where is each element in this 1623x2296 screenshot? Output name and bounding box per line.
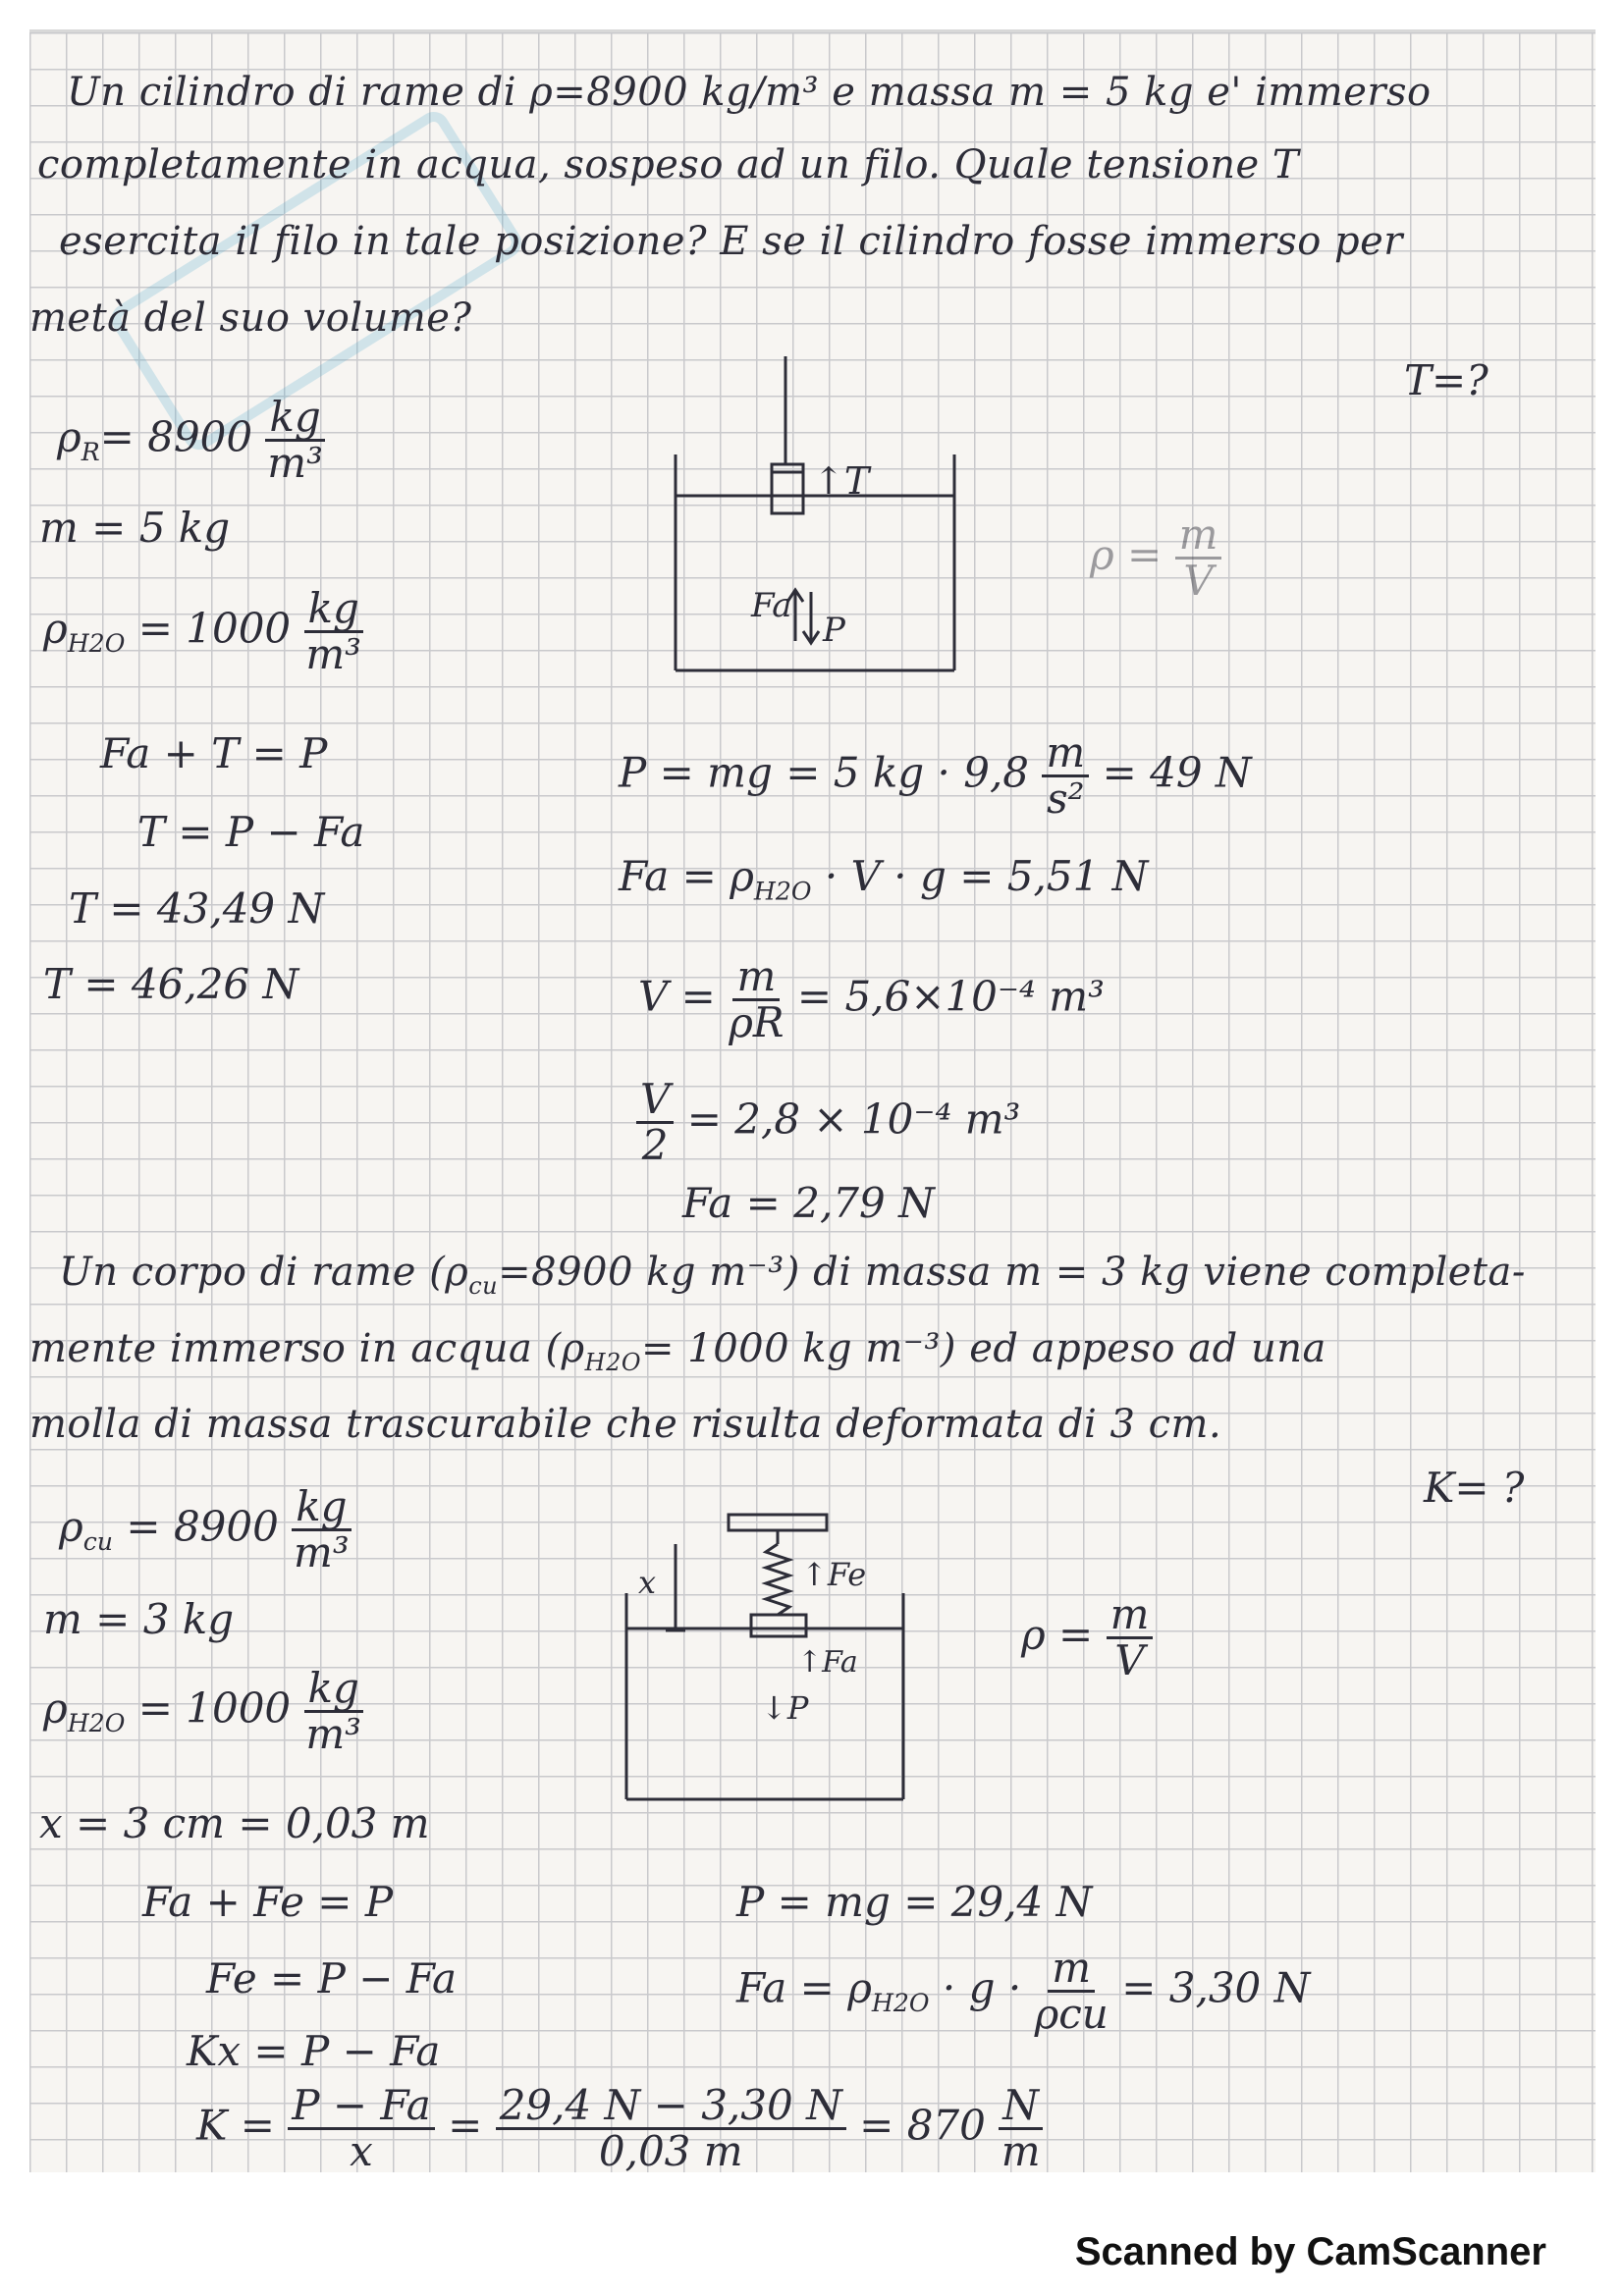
fe-label: ↑Fe: [801, 1556, 867, 1593]
problem1-unknown: T=?: [1404, 356, 1488, 404]
problem2-unknown: K= ?: [1424, 1464, 1525, 1512]
p1-density-formula: ρ = $\frac{m}{V}$: [1090, 513, 1221, 603]
p1-rho-r: $\rho_R= 8900$ $\frac{kg}{\text{m³}}$: [57, 393, 323, 488]
p2-mass: m = 3 kg: [43, 1595, 235, 1643]
p1-eq-1: Fa + T = P: [100, 729, 328, 777]
problem1-line-1: Un cilindro di rame di ρ=8900 kg/m³ e massa m = 5 kg e' immerso: [67, 70, 1432, 115]
beaker-diagram-1: [668, 356, 982, 690]
p2-weight: P = mg = 29,4 N: [736, 1878, 1093, 1926]
problem2-line-2: mente immerso in acqua ($\rho_{H2O}= 1000$ kg m⁻³) ed appeso ad una: [29, 1326, 1326, 1376]
p-label-2: ↓P: [761, 1689, 809, 1727]
p2-eq-3: Kx = P − Fa: [187, 2027, 441, 2075]
spring-diagram: [619, 1505, 913, 1829]
p2-fa: $Fa = \rho_{H2O} \cdot g$ · $\frac{m}{\text{ρcu}}$ = 3,30 N: [736, 1944, 1311, 2039]
p2-rho-h2o: $\rho_{H2O} = 1000$ $\frac{kg}{\text{m³}}$: [43, 1664, 361, 1759]
p1-fa: $Fa = \rho_{H2O} \cdot V \cdot g = 5,51$ N: [619, 852, 1149, 906]
p1-weight: P = mg = 5 kg · 9,8 $\frac{m}{\text{s²}}$ = 49 N: [619, 728, 1252, 824]
fa-label-1: Fa: [751, 586, 792, 625]
x-label: x: [638, 1564, 657, 1601]
problem1-line-3: esercita il filo in tale posizione? E se il cilindro fosse immerso per: [59, 219, 1403, 264]
tension-label: ↑T: [813, 459, 870, 503]
p2-k-final: K = $\frac{P - Fa}{x}$ = $\frac{29,4 N - 3,30 N}{0,03 m}$ = 870 $\frac{N}{m}$: [196, 2084, 1043, 2172]
problem1-line-4: metà del suo volume?: [29, 295, 472, 341]
p1-volume: V = $\frac{m}{\rho R}$ = 5,6×10⁻⁴ m³: [638, 952, 1105, 1047]
scanner-footer: Scanned by CamScanner: [1074, 2230, 1546, 2273]
p-label-1: P: [823, 611, 845, 650]
p2-x: x = 3 cm = 0,03 m: [39, 1799, 430, 1847]
p2-rho-cu: $\rho_{cu} = 8900$ $\frac{kg}{\text{m³}}$: [59, 1482, 350, 1577]
p2-density-formula: ρ = $\frac{m}{V}$: [1021, 1593, 1153, 1682]
p1-fa-half: Fa = 2,79 N: [682, 1179, 935, 1227]
p1-eq-4: T = 46,26 N: [43, 960, 299, 1008]
notebook-page: [29, 29, 1596, 2172]
problem2-line-3: molla di massa trascurabile che risulta deformata di 3 cm.: [29, 1402, 1222, 1447]
p1-eq-2: T = P − Fa: [137, 808, 365, 856]
p1-eq-3: T = 43,49 N: [69, 884, 325, 933]
p2-eq-2: Fe = P − Fa: [206, 1954, 458, 2002]
p1-rho-h2o: $\rho_{H2O} = 1000$ $\frac{kg}{\text{m³}}$: [43, 584, 361, 679]
problem2-line-1: Un corpo di rame ($\rho_{cu}=8900$ kg m⁻³) di massa m = 3 kg viene completa-: [59, 1250, 1526, 1300]
p1-half-volume: $\frac{V}{2}$ = 2,8 × 10⁻⁴ m³: [636, 1078, 1020, 1167]
fa-label-2: ↑Fa: [797, 1645, 858, 1680]
p2-eq-1: Fa + Fe = P: [142, 1878, 394, 1926]
p1-mass: m = 5 kg: [39, 504, 231, 552]
problem1-line-2: completamente in acqua, sospeso ad un filo. Quale tensione T: [37, 142, 1300, 187]
